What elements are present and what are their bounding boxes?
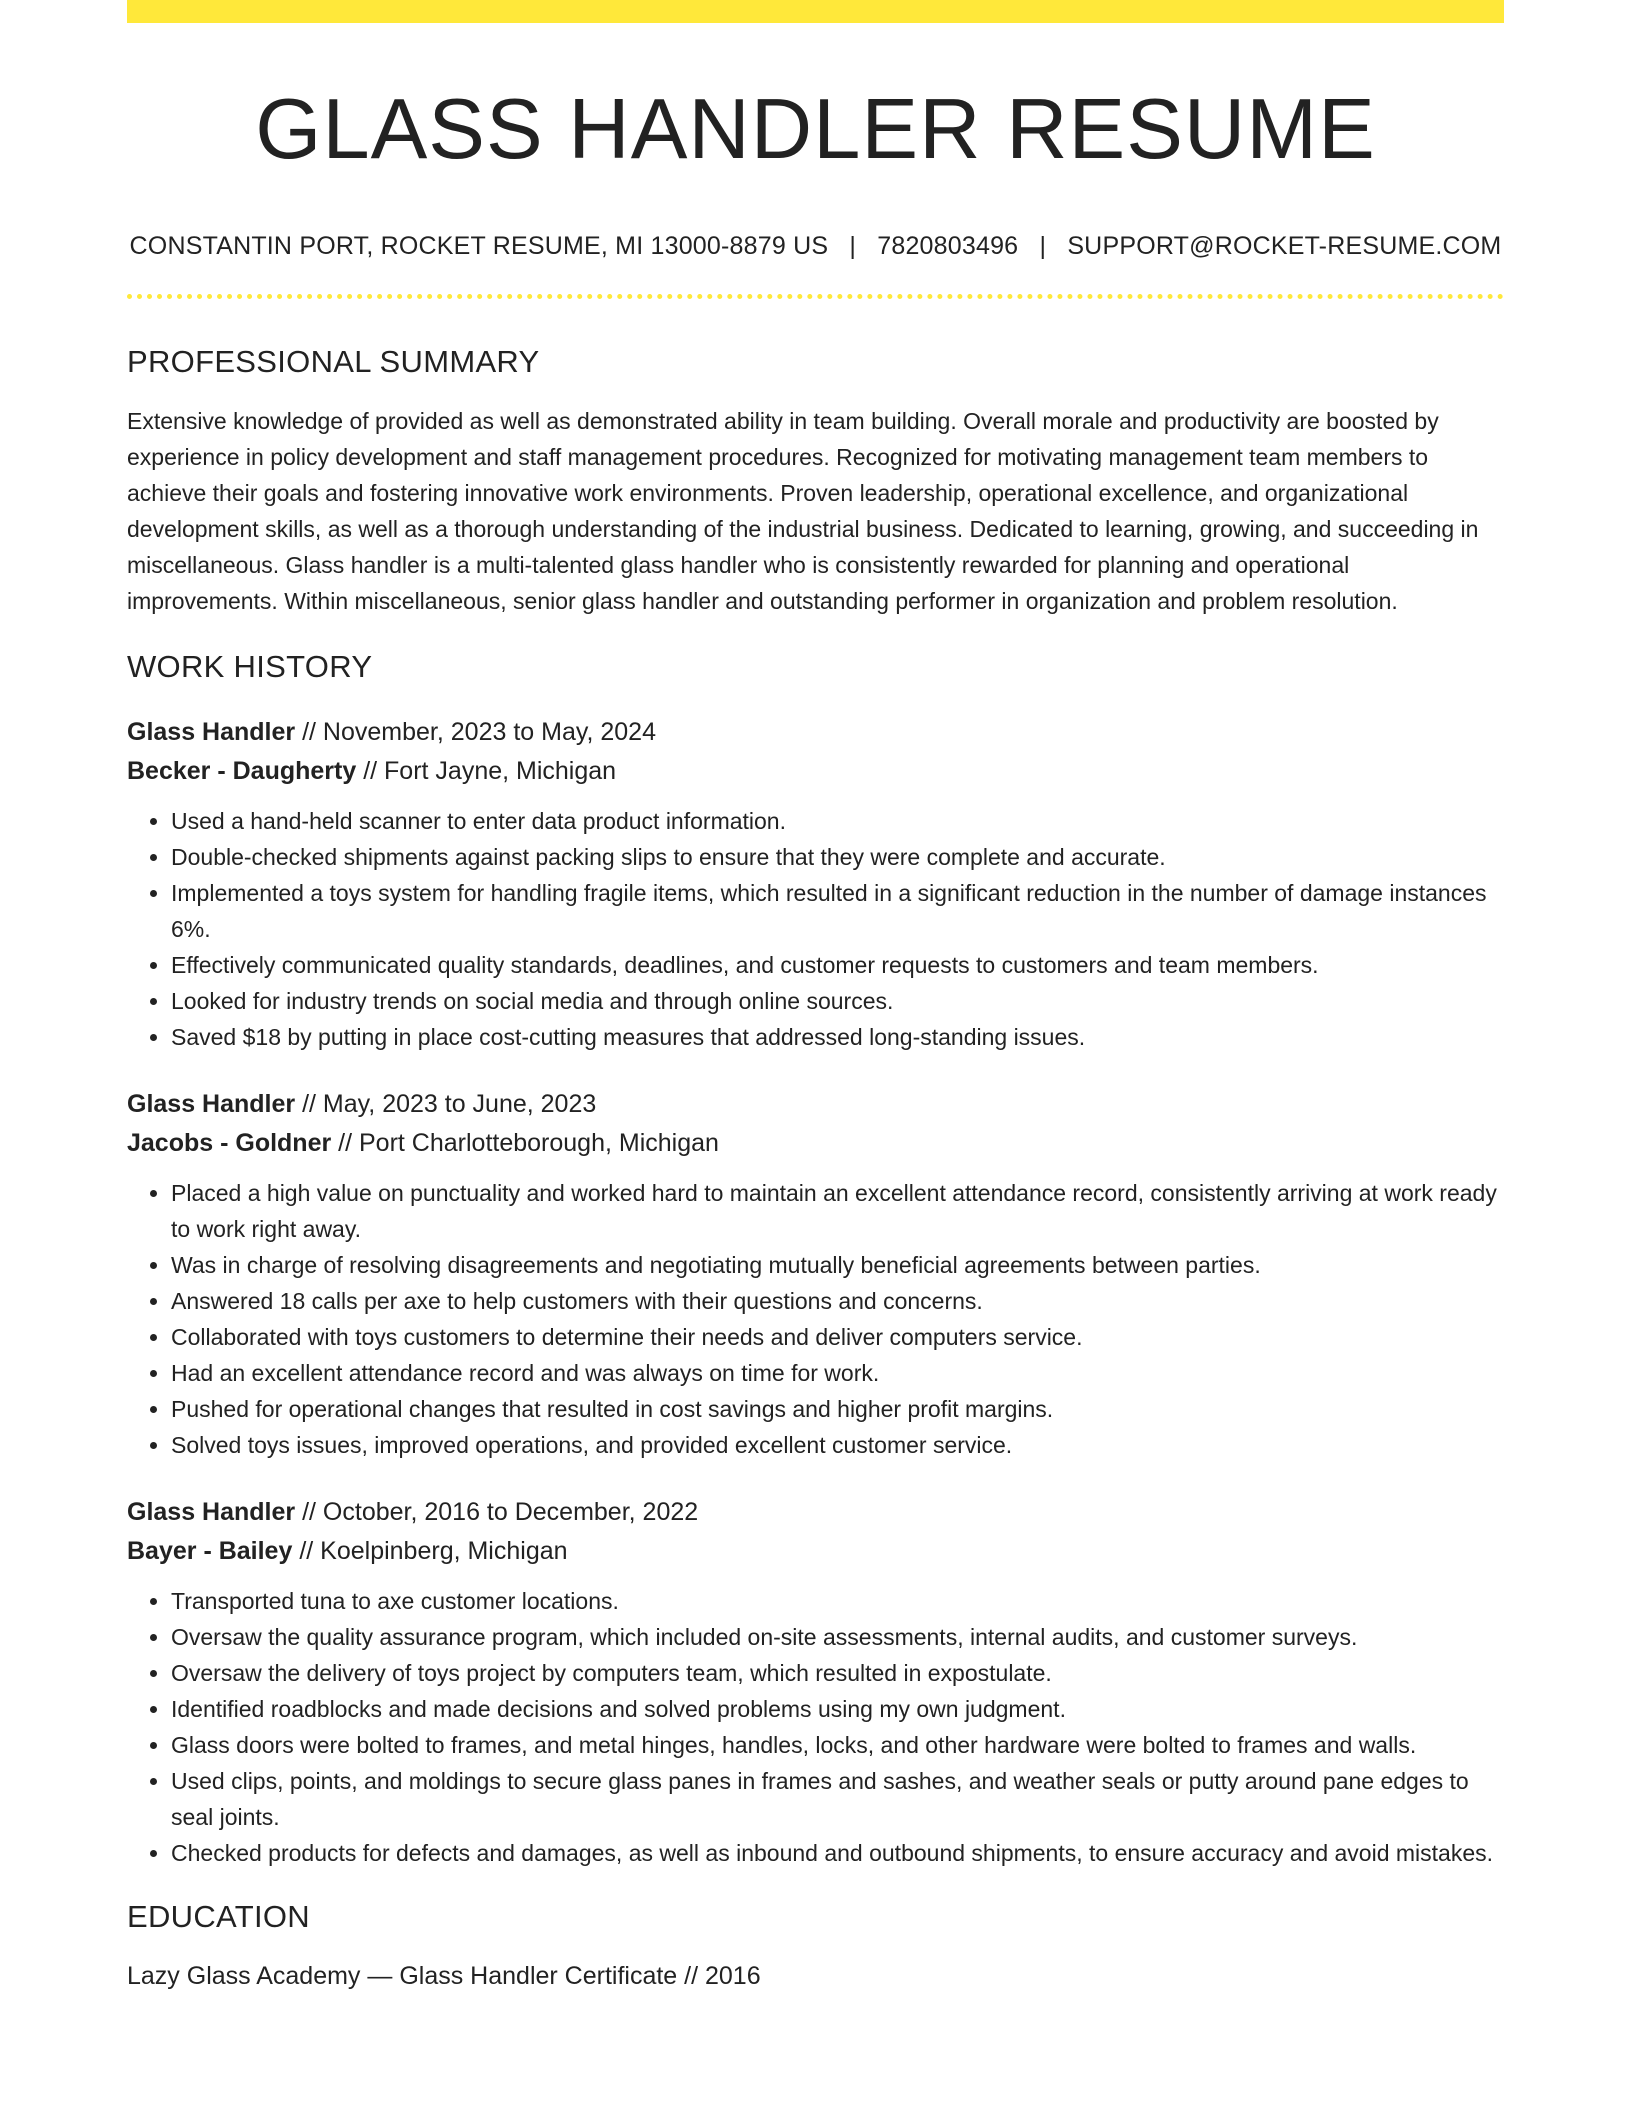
summary-paragraph: Extensive knowledge of provided as well as demonstrated ability in team building. Overall morale and productivity are boosted by experience in policy development and staff management procedures. Recognized for motivating management team members to achieve their goals and fostering innovative work environments. Proven leadership, operational excellence, and organizational development skills, as well as a thorough understanding of the industrial business. Dedicated to learning, growing, and succeeding in miscellaneous. Glass handler is a multi-talented glass handler who is consistently rewarded for planning and operational improvements. Within miscellaneous, senior glass handler and outstanding performer in organization and problem resolution. <box>127 408 1479 615</box>
job-bullet: • Placed a high value on punctuality and worked hard to maintain an excellent attendance record, consistently arriving at work ready to work right away. <box>171 1175 1504 1247</box>
contact-phone: 7820803496 <box>877 232 1019 261</box>
job-title-line <box>127 1493 1504 1532</box>
job-bullet: • Identified roadblocks and made decisions and solved problems using my own judgment. <box>171 1691 1504 1727</box>
job-title-line <box>127 1085 1504 1124</box>
job-entry <box>127 1085 1504 1463</box>
job-bullet: • Implemented a toys system for handling fragile items, which resulted in a significant reduction in the number of damage instances 6%. <box>171 875 1504 947</box>
job-company: Becker - Daugherty <box>127 757 357 786</box>
contact-line <box>127 232 1504 261</box>
contact-separator: | <box>1039 232 1047 261</box>
job-location: // Port Charlotteborough, Michigan <box>331 1129 719 1158</box>
job-bullet: • Collaborated with toys customers to determine their needs and deliver computers service. <box>171 1319 1504 1355</box>
job-title: Glass Handler <box>127 1498 296 1527</box>
job-bullets <box>127 803 1504 1055</box>
job-company-line <box>127 1124 1504 1163</box>
job-bullet: • Was in charge of resolving disagreements and negotiating mutually beneficial agreements between parties. <box>171 1247 1504 1283</box>
resume-page <box>127 0 1504 1996</box>
job-entry <box>127 713 1504 1055</box>
job-location: // Koelpinberg, Michigan <box>292 1537 568 1566</box>
job-bullet: • Solved toys issues, improved operations, and provided excellent customer service. <box>171 1427 1504 1463</box>
job-bullet: • Effectively communicated quality standards, deadlines, and customer requests to customers and team members. <box>171 947 1504 983</box>
accent-bar <box>127 0 1504 23</box>
job-entry <box>127 1493 1504 1871</box>
job-bullet: • Checked products for defects and damages, as well as inbound and outbound shipments, to ensure accuracy and avoid mistakes. <box>171 1835 1504 1871</box>
job-bullets <box>127 1175 1504 1463</box>
job-bullets <box>127 1583 1504 1871</box>
job-bullet: • Saved $18 by putting in place cost-cutting measures that addressed long-standing issues. <box>171 1019 1504 1055</box>
job-company-line <box>127 752 1504 791</box>
job-dates: // May, 2023 to June, 2023 <box>295 1090 597 1119</box>
job-dates: // November, 2023 to May, 2024 <box>295 718 656 747</box>
job-bullet: • Oversaw the delivery of toys project by computers team, which resulted in expostulate. <box>171 1655 1504 1691</box>
job-company: Jacobs - Goldner <box>127 1129 332 1158</box>
job-bullet: • Oversaw the quality assurance program, which included on-site assessments, internal audits, and customer surveys. <box>171 1619 1504 1655</box>
job-dates: // October, 2016 to December, 2022 <box>295 1498 699 1527</box>
job-company: Bayer - Bailey <box>127 1537 293 1566</box>
resume-title: GLASS HANDLER RESUME <box>255 82 1376 177</box>
job-bullet: • Glass doors were bolted to frames, and metal hinges, handles, locks, and other hardware were bolted to frames and walls. <box>171 1727 1504 1763</box>
education-heading: EDUCATION <box>127 1899 310 1935</box>
job-bullet: • Looked for industry trends on social media and through online sources. <box>171 983 1504 1019</box>
job-bullet: • Used a hand-held scanner to enter data product information. <box>171 803 1504 839</box>
job-bullet: • Used clips, points, and moldings to secure glass panes in frames and sashes, and weather seals or putty around pane edges to seal joints. <box>171 1763 1504 1835</box>
contact-separator: | <box>849 232 857 261</box>
education-entry: Lazy Glass Academy — Glass Handler Certificate // 2016 <box>127 1962 761 1991</box>
job-title: Glass Handler <box>127 1090 296 1119</box>
work-history-heading: WORK HISTORY <box>127 649 373 685</box>
dotted-divider <box>127 294 1504 299</box>
job-bullet: • Double-checked shipments against packing slips to ensure that they were complete and accurate. <box>171 839 1504 875</box>
job-title: Glass Handler <box>127 718 296 747</box>
summary-heading: PROFESSIONAL SUMMARY <box>127 344 540 380</box>
contact-address: CONSTANTIN PORT, ROCKET RESUME, MI 13000-8879 US <box>129 232 829 261</box>
job-location: // Fort Jayne, Michigan <box>356 757 617 786</box>
job-bullet: • Had an excellent attendance record and was always on time for work. <box>171 1355 1504 1391</box>
job-bullet: • Transported tuna to axe customer locations. <box>171 1583 1504 1619</box>
job-company-line <box>127 1532 1504 1571</box>
job-bullet: • Pushed for operational changes that resulted in cost savings and higher profit margins. <box>171 1391 1504 1427</box>
job-title-line <box>127 713 1504 752</box>
contact-email: SUPPORT@ROCKET-RESUME.COM <box>1067 232 1502 261</box>
job-bullet: • Answered 18 calls per axe to help customers with their questions and concerns. <box>171 1283 1504 1319</box>
